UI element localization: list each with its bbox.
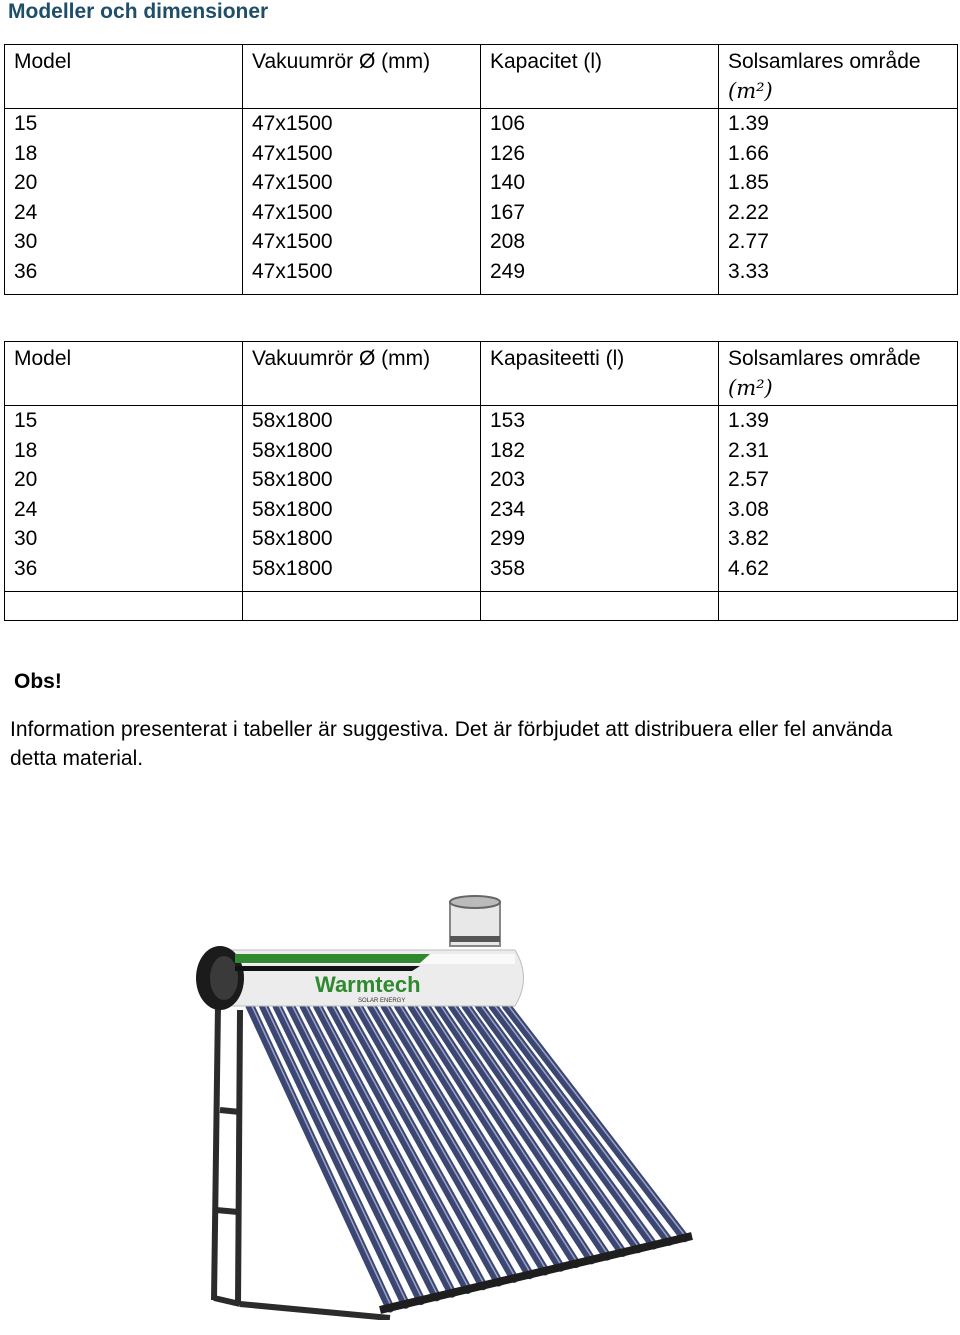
header-unit: (m²) <box>728 78 773 103</box>
vacuum-tubes <box>250 1006 687 1308</box>
cell-area: 2.22 <box>719 198 958 228</box>
table-row <box>5 198 958 228</box>
header-unit: (m²) <box>728 375 773 400</box>
table-row <box>5 554 958 592</box>
empty-cell <box>481 592 719 621</box>
cell-capacity: 358 <box>481 554 719 592</box>
table-row <box>5 257 958 295</box>
cell-model: 18 <box>5 139 243 169</box>
table-row <box>5 465 958 495</box>
table-header-row <box>5 45 958 109</box>
cell-tube: 58x1800 <box>243 436 481 466</box>
cell-model: 20 <box>5 168 243 198</box>
table-row <box>5 227 958 257</box>
header-capacity: Kapacitet (l) <box>481 45 719 109</box>
cell-area: 1.39 <box>719 109 958 139</box>
header-capacity: Kapasiteetti (l) <box>481 342 719 406</box>
cell-area: 2.77 <box>719 227 958 257</box>
solar-heater-illustration <box>180 880 700 1320</box>
cell-area: 3.33 <box>719 257 958 295</box>
empty-row <box>5 592 958 621</box>
page-heading: Modeller och dimensioner <box>8 0 269 23</box>
header-collector-area <box>719 342 958 406</box>
cell-capacity: 153 <box>481 406 719 436</box>
cell-area: 4.62 <box>719 554 958 592</box>
cell-tube: 47x1500 <box>243 109 481 139</box>
cell-model: 15 <box>5 406 243 436</box>
cell-area: 1.85 <box>719 168 958 198</box>
header-tube-diameter: Vakuumrör Ø (mm) <box>243 45 481 109</box>
cell-area: 3.82 <box>719 524 958 554</box>
cell-tube: 58x1800 <box>243 495 481 525</box>
disclaimer-text: Information presenterat i tabeller är suggestiva. Det är förbjudet att distribuera eller fel använda detta material. <box>10 718 893 770</box>
cell-capacity: 203 <box>481 465 719 495</box>
table-row <box>5 495 958 525</box>
table-row <box>5 436 958 466</box>
cell-area: 2.57 <box>719 465 958 495</box>
empty-cell <box>719 592 958 621</box>
cell-area: 1.66 <box>719 139 958 169</box>
cell-model: 24 <box>5 495 243 525</box>
cell-area: 3.08 <box>719 495 958 525</box>
cell-tube: 47x1500 <box>243 198 481 228</box>
cell-tube: 47x1500 <box>243 168 481 198</box>
table-row <box>5 168 958 198</box>
cell-model: 24 <box>5 198 243 228</box>
cell-capacity: 299 <box>481 524 719 554</box>
cell-capacity: 208 <box>481 227 719 257</box>
table-header-row <box>5 342 958 406</box>
header-model: Model <box>5 45 243 109</box>
cell-capacity: 140 <box>481 168 719 198</box>
brand-logo-text: Warmtech <box>315 972 421 997</box>
table-row <box>5 406 958 436</box>
cell-model: 30 <box>5 524 243 554</box>
cell-model: 30 <box>5 227 243 257</box>
cell-tube: 58x1800 <box>243 465 481 495</box>
cell-capacity: 126 <box>481 139 719 169</box>
cell-capacity: 106 <box>481 109 719 139</box>
table-row <box>5 524 958 554</box>
cell-model: 36 <box>5 257 243 295</box>
cell-capacity: 234 <box>481 495 719 525</box>
obs-label: Obs! <box>14 670 62 693</box>
cell-area: 1.39 <box>719 406 958 436</box>
cell-tube: 58x1800 <box>243 524 481 554</box>
header-collector-area-label: Solsamlares område <box>728 347 921 370</box>
cell-model: 18 <box>5 436 243 466</box>
empty-cell <box>243 592 481 621</box>
water-tank <box>196 896 524 1010</box>
table-row <box>5 139 958 169</box>
table-row <box>5 109 958 139</box>
cell-model: 20 <box>5 465 243 495</box>
cell-tube: 47x1500 <box>243 227 481 257</box>
models-table-58mm <box>4 341 958 621</box>
header-collector-area <box>719 45 958 109</box>
cell-model: 36 <box>5 554 243 592</box>
cell-capacity: 182 <box>481 436 719 466</box>
cell-tube: 58x1800 <box>243 554 481 592</box>
brand-tagline: SOLAR ENERGY <box>358 998 406 1004</box>
header-collector-area-label: Solsamlares område <box>728 50 921 73</box>
cell-area: 2.31 <box>719 436 958 466</box>
cell-capacity: 167 <box>481 198 719 228</box>
empty-cell <box>5 592 243 621</box>
solar-water-heater-image <box>180 880 700 1320</box>
cell-tube: 47x1500 <box>243 139 481 169</box>
cell-tube: 58x1800 <box>243 406 481 436</box>
cell-model: 15 <box>5 109 243 139</box>
cell-capacity: 249 <box>481 257 719 295</box>
header-model: Model <box>5 342 243 406</box>
header-tube-diameter: Vakuumrör Ø (mm) <box>243 342 481 406</box>
cell-tube: 47x1500 <box>243 257 481 295</box>
models-table-47mm <box>4 44 958 295</box>
